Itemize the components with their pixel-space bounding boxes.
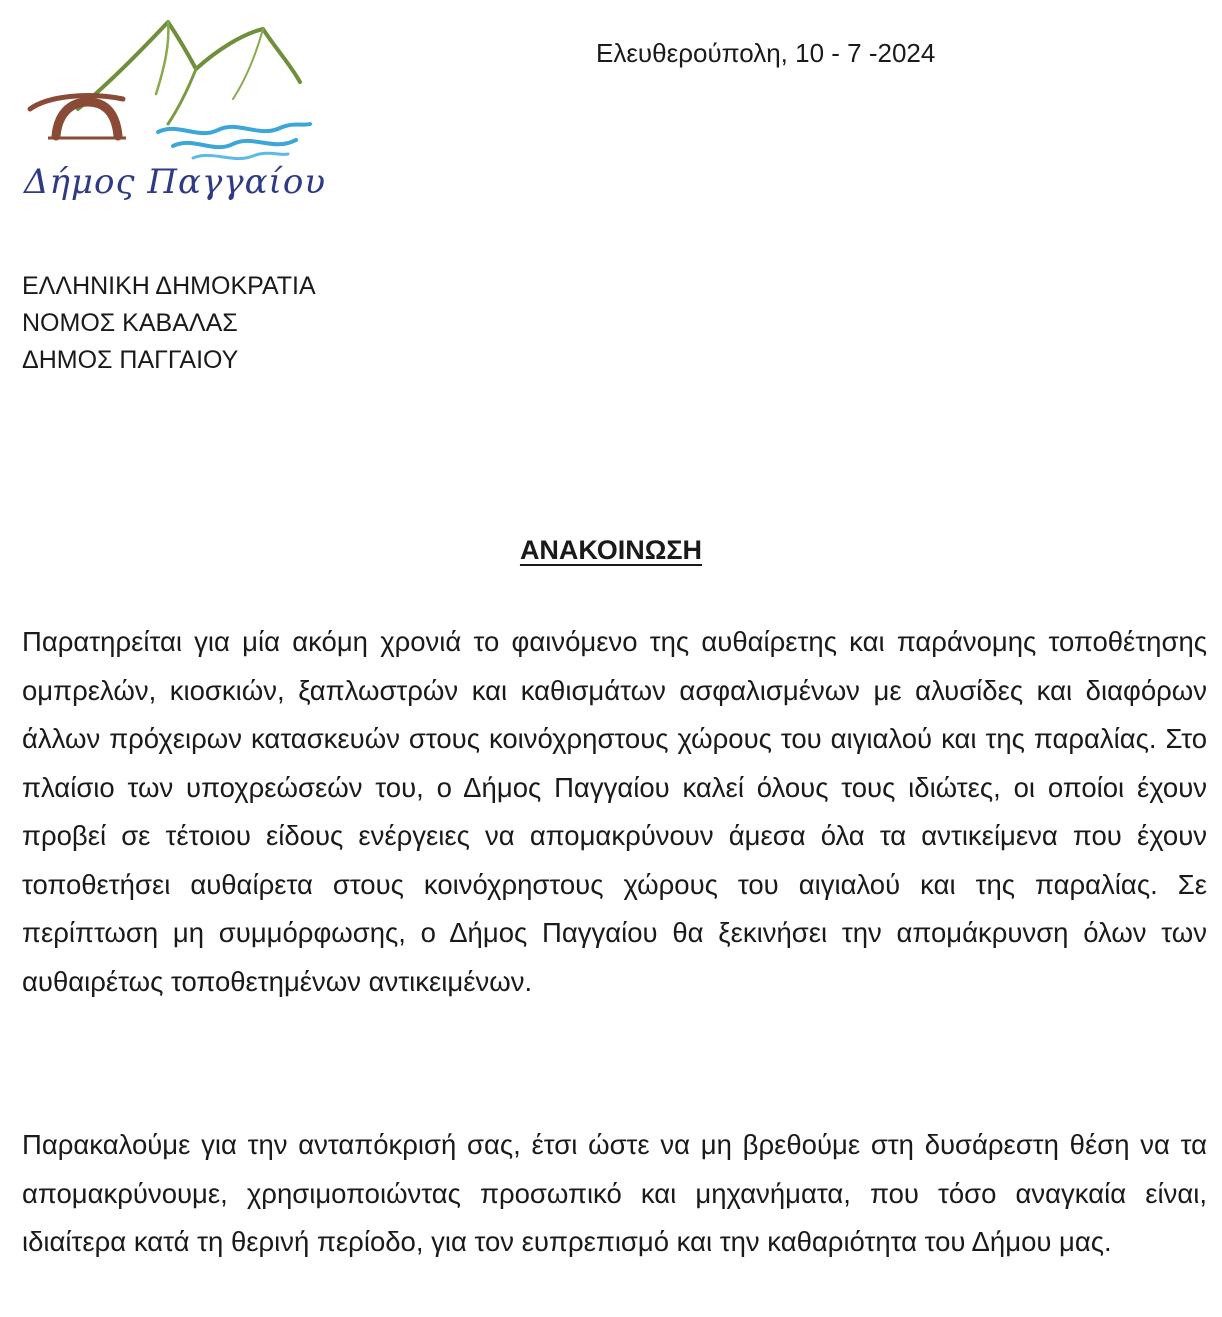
announcement-paragraph-2: Παρακαλούμε για την ανταπόκρισή σας, έτσι ώστε να μη βρεθούμε στη δυσάρεστη θέση να τα απομακρύνουμε, χρησιμοποιώντας προσωπικό και μηχανήματα, που τόσο αναγκαία είναι, ιδιαίτερα κατά τη θερινή περίοδο, για τον ευπρεπισμό και την καθαριότητα του Δήμου μας. (22, 1129, 1207, 1257)
document-date: Ελευθερούπολη, 10 - 7 -2024 (596, 38, 936, 68)
municipality-logo (18, 14, 328, 214)
authority-line-prefecture: ΝΟΜΟΣ ΚΑΒΑΛΑΣ (22, 309, 238, 337)
announcement-title: ΑΝΑΚΟΙΝΩΣΗ (519, 535, 703, 565)
announcement-paragraph-1: Παρατηρείται για μία ακόμη χρονιά το φαινόμενο της αυθαίρετης και παράνομης τοποθέτησης ομπρελών, κιοσκιών, ξαπλωστρών και καθισμάτων ασφαλισμένων με αλυσίδες και διαφόρων άλλων πρόχειρων κατασκευών στους κοινόχρηστους χώρους του αιγιαλού και της παραλίας. Στο πλαίσιο των υποχρεώσεών του, ο Δήμος Παγγαίου καλεί όλους τους ιδιώτες, οι οποίοι έχουν προβεί σε τέτοιου είδους ενέργειες να απομακρύνουν άμεσα όλα τα αντικείμενα που έχουν τοποθετήσει αυθαίρετα στους κοινόχρηστους χώρους του αιγιαλού και της παραλίας. Σε περίπτωση μη συμμόρφωσης, ο Δήμος Παγγαίου θα ξεκινήσει την απομάκρυνση όλων των αυθαιρέτως τοποθετημένων αντικειμένων. (22, 626, 1207, 997)
authority-line-municipality: ΔΗΜΟΣ ΠΑΓΓΑΙΟΥ (22, 346, 239, 374)
authority-line-country: ΕΛΛΗΝΙΚΗ ΔΗΜΟΚΡΑΤΙΑ (22, 272, 316, 300)
issuing-authority (22, 268, 316, 379)
mountain-bridge-sea-logo-icon (18, 14, 328, 164)
logo-text: Δήμος Παγγαίου (24, 162, 327, 202)
